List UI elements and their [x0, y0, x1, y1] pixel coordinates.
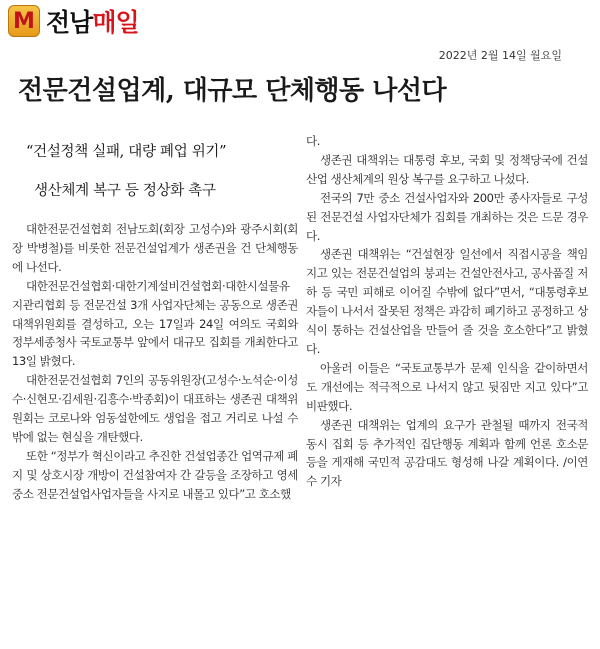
- masthead-logo: [8, 4, 139, 38]
- paragraph: 대한전문건설협회 전남도회(회장 고성수)와 광주시회(회장 박병철)를 비롯한 전문건설업계가 생존권을 건 단체행동에 나선다.: [12, 222, 298, 274]
- article-column-right: [306, 132, 588, 491]
- paragraph: 생존권 대책위는 대통령 후보, 국회 및 정책당국에 건설산업 생산체계의 원상 복구를 요구하고 나섰다.: [306, 152, 588, 186]
- paragraph: 아울러 이들은 “국토교통부가 문제 인식을 같이하면서도 개선에는 적극적으로 나서지 않고 뒷짐만 지고 있다”고 비판했다.: [306, 360, 588, 413]
- newspaper-name-part2: 매일: [92, 8, 139, 37]
- paragraph: 대한전문건설협회 7인의 공동위원장(고성수·노석순·이성수·신현모·김세원·김흥수·박종회)이 대표하는 생존권 대책위원회는 코로나와 엄동설한에도 생업을 접고 거리로 나설 수밖에 없는 현실을 개탄했다.: [12, 373, 298, 444]
- subheadline-1: “건설정책 실패, 대량 폐업 위기”: [26, 144, 227, 160]
- paragraph: 생존권 대책위는 업계의 요구가 관철될 때까지 전국적 동시 집회 등 추가적인 집단행동 계획과 함께 언론 호소문 등을 게재해 국민적 공감대도 형성해 나갈 계획이다. /이연수 기자: [306, 417, 588, 489]
- newspaper-name: [46, 3, 139, 39]
- paragraph: 생존권 대책위는 “건설현장 일선에서 직접시공을 책임지고 있는 전문건설업의 붕괴는 건설안전사고, 공사품질 저하 등 국민 피해로 이어질 수밖에 없다”면서, “대통령후보자들이 나서서 잘못된 정책은 과감히 폐기하고 공정하고 상식이 통하는 건설산업을 만들어 줄 것을 호소한다”고 밝혔다.: [306, 247, 588, 356]
- subheadline-2: 생산체계 복구 등 정상화 촉구: [34, 183, 216, 199]
- paragraph-continuation: 다.: [306, 134, 320, 148]
- article-body-left: [12, 220, 298, 504]
- article-column-left: [12, 134, 298, 504]
- logo-badge: M: [8, 5, 40, 37]
- paragraph: 대한전문건설협회·대한기계설비건설협회·대한시설물유지관리협회 등 전문건설 3개 사업자단체는 공동으로 생존권 대책위원회를 결성하고, 오는 17일과 24일 여의도 국회와 정부세종청사 국토교통부 앞에서 대규모 집회를 개최한다고 13일 밝혔다.: [12, 278, 298, 369]
- paragraph: 전국의 7만 중소 건설사업자와 200만 종사자들로 구성된 전문건설 사업자단체가 집회를 개최하는 것은 드문 경우다.: [306, 190, 588, 243]
- publication-date: 2022년 2월 14일 월요일: [438, 49, 562, 62]
- paragraph: 또한 “정부가 혁신이라고 추진한 건설업종간 업역규제 폐지 및 상호시장 개방이 건설참여자 간 갈등을 조장하고 영세 중소 전문건설업사업자들을 사지로 내몰고 있다”고 호소했: [12, 448, 298, 501]
- newspaper-name-part1: 전남: [46, 8, 93, 37]
- headline: 전문건설업계, 대규모 단체행동 나선다: [18, 76, 447, 106]
